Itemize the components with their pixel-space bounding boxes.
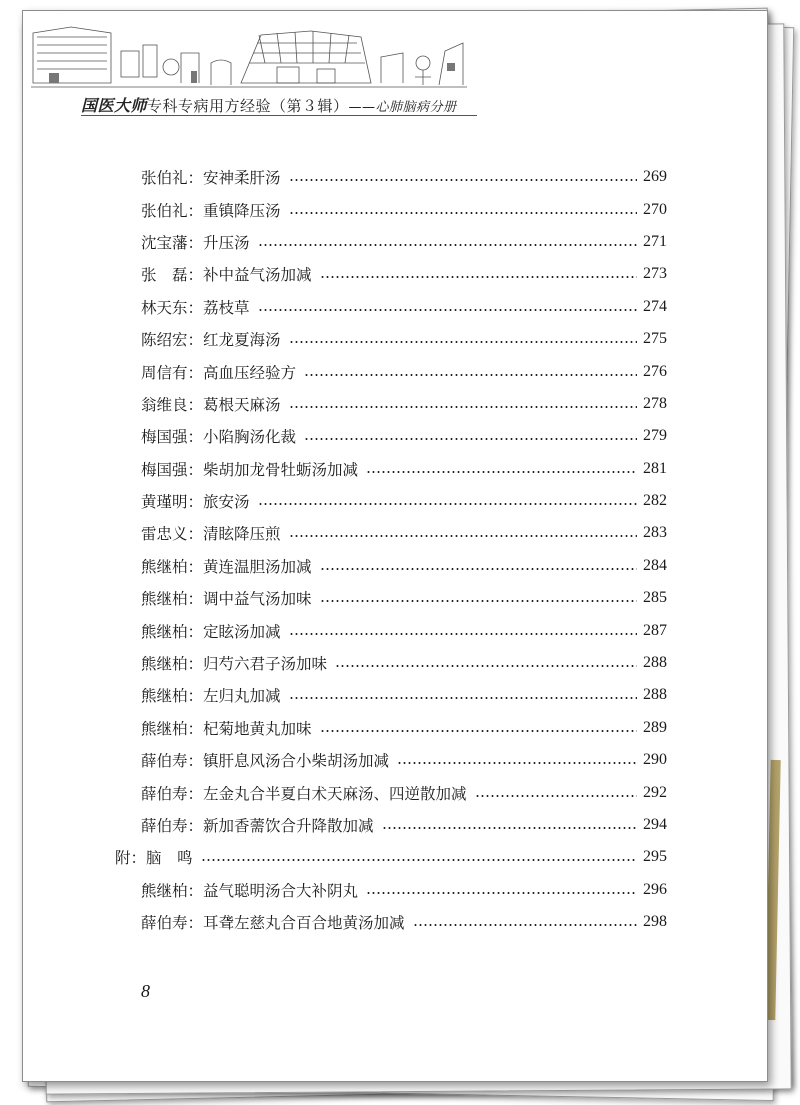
toc-leader-dots — [258, 244, 637, 246]
toc-leader-dots — [289, 179, 637, 181]
toc-page-number: 278 — [643, 394, 667, 412]
toc-separator: ： — [187, 784, 204, 803]
toc-leader-dots — [335, 665, 637, 667]
header-brand: 国医大师 — [81, 96, 148, 115]
toc-author: 熊继柏 — [141, 687, 188, 706]
toc-separator: ： — [187, 655, 204, 674]
toc-author: 薛伯寿 — [141, 914, 188, 933]
toc-entry[interactable] — [141, 582, 667, 614]
toc-separator: ： — [187, 525, 204, 544]
toc-separator: ： — [187, 201, 204, 220]
toc-author: 薛伯寿 — [141, 817, 188, 835]
toc-page-number: 283 — [643, 524, 667, 542]
toc-entry[interactable] — [141, 453, 667, 485]
header-divider — [81, 115, 477, 116]
toc-title: 葛根天麻汤 — [203, 395, 281, 414]
toc-page-number: 285 — [643, 589, 667, 607]
toc-title: 黄连温胆汤加减 — [203, 557, 312, 576]
toc-entry[interactable] — [141, 388, 667, 420]
toc-author: 张 磊 — [141, 266, 188, 285]
toc-title: 补中益气汤加减 — [203, 266, 312, 285]
toc-separator: ： — [187, 914, 204, 933]
toc-page-number: 269 — [643, 168, 667, 186]
toc-separator: ： — [187, 622, 204, 641]
header-subtitle: ——心肺脑病分册 — [348, 100, 457, 115]
toc-title: 益气聪明汤合大补阴丸 — [203, 881, 359, 900]
toc-page-number: 298 — [643, 913, 667, 931]
toc-separator: ： — [187, 687, 204, 706]
toc-author: 陈绍宏 — [141, 331, 188, 350]
toc-leader-dots — [289, 697, 637, 699]
toc-author: 翁维良 — [141, 395, 188, 414]
toc-author: 林天东 — [141, 298, 188, 317]
toc-author: 薛伯寿 — [141, 784, 188, 803]
toc-page-number: 281 — [643, 459, 667, 477]
toc-title: 升压汤 — [203, 233, 250, 252]
toc-author: 周信有 — [141, 363, 188, 382]
running-header — [81, 93, 457, 116]
toc-entry[interactable] — [141, 906, 667, 938]
toc-entry[interactable] — [141, 776, 667, 808]
toc-author: 熊继柏 — [141, 655, 188, 674]
toc-leader-dots — [475, 795, 637, 797]
toc-title: 安神柔肝汤 — [203, 169, 281, 188]
table-of-contents — [115, 161, 667, 938]
toc-entry[interactable] — [141, 193, 667, 225]
toc-entry[interactable] — [141, 161, 667, 193]
toc-entry[interactable] — [141, 291, 667, 323]
toc-page-number: 295 — [643, 848, 667, 866]
toc-leader-dots — [382, 827, 637, 829]
toc-page-number: 271 — [643, 232, 667, 250]
toc-page-number: 292 — [643, 783, 667, 801]
toc-page-number: 270 — [643, 200, 667, 218]
toc-separator: ： — [187, 298, 204, 317]
toc-leader-dots — [366, 471, 637, 473]
toc-separator: ： — [187, 331, 204, 350]
toc-leader-dots — [258, 309, 637, 311]
toc-page-number: 288 — [643, 654, 667, 672]
toc-entry[interactable] — [141, 712, 667, 744]
toc-page-number: 274 — [643, 297, 667, 315]
toc-leader-dots — [201, 859, 637, 861]
toc-separator: ： — [187, 719, 204, 738]
toc-entry[interactable] — [141, 355, 667, 387]
toc-title: 柴胡加龙骨牡蛎汤加减 — [203, 460, 359, 479]
toc-entry[interactable] — [141, 485, 667, 517]
toc-author: 雷忠义 — [141, 525, 188, 544]
toc-author: 熊继柏 — [141, 881, 188, 900]
toc-author: 张伯礼 — [141, 169, 188, 188]
toc-separator: ： — [187, 169, 204, 188]
toc-author: 熊继柏 — [141, 622, 188, 641]
toc-leader-dots — [289, 341, 637, 343]
toc-leader-dots — [320, 568, 637, 570]
toc-page-number: 294 — [643, 816, 667, 833]
toc-leader-dots — [289, 212, 637, 214]
toc-title: 新加香薷饮合升降散加减 — [203, 817, 374, 835]
toc-leader-dots — [320, 276, 637, 278]
toc-page-number: 276 — [643, 362, 667, 380]
toc-title: 杞菊地黄丸加味 — [203, 719, 312, 738]
toc-leader-dots — [366, 892, 637, 894]
header-title-text: 专科专病用方经验（第３辑） — [147, 97, 349, 115]
toc-entry[interactable] — [141, 744, 667, 776]
toc-page-number: 288 — [643, 686, 667, 704]
toc-entry[interactable] — [141, 679, 667, 711]
toc-author: 沈宝藩 — [141, 233, 188, 252]
toc-title: 左金丸合半夏白术天麻汤、四逆散加减 — [203, 784, 467, 803]
toc-entry[interactable] — [141, 809, 667, 841]
toc-author: 熊继柏 — [141, 719, 188, 738]
toc-leader-dots — [289, 535, 637, 537]
toc-title: 高血压经验方 — [203, 363, 297, 382]
toc-author: 薛伯寿 — [141, 752, 188, 771]
toc-separator: ： — [187, 881, 204, 900]
toc-title: 重镇降压汤 — [203, 201, 281, 220]
toc-author: 梅国强 — [141, 460, 188, 479]
toc-leader-dots — [397, 762, 637, 764]
toc-author: 熊继柏 — [141, 557, 188, 576]
toc-entry[interactable] — [141, 420, 667, 452]
toc-title: 定眩汤加减 — [203, 622, 281, 641]
toc-separator: ： — [187, 752, 204, 771]
toc-entry[interactable] — [141, 517, 667, 549]
toc-page-number: 290 — [643, 751, 667, 769]
toc-title: 镇肝息风汤合小柴胡汤加减 — [203, 752, 390, 771]
toc-author: 熊继柏 — [141, 590, 188, 609]
toc-leader-dots — [320, 730, 637, 732]
toc-entry[interactable] — [141, 550, 667, 582]
toc-page-number: 273 — [643, 265, 667, 283]
toc-title: 荔枝草 — [203, 298, 250, 317]
toc-leader-dots — [258, 503, 637, 505]
toc-leader-dots — [320, 600, 637, 602]
toc-separator: ： — [187, 460, 204, 479]
toc-separator: ： — [187, 363, 204, 382]
toc-title: 清眩降压煎 — [203, 525, 281, 544]
toc-separator: ： — [187, 557, 204, 576]
toc-separator: ： — [187, 395, 204, 414]
toc-title: 耳聋左慈丸合百合地黄汤加减 — [203, 914, 405, 933]
toc-page-number: 282 — [643, 492, 667, 510]
toc-separator: ： — [187, 590, 204, 609]
toc-entry[interactable] — [141, 323, 667, 355]
toc-title: 旅安汤 — [203, 493, 250, 512]
toc-page-number: 279 — [643, 427, 667, 445]
toc-entry[interactable] — [141, 614, 667, 646]
toc-separator: ： — [187, 233, 204, 252]
toc-page-number: 289 — [643, 718, 667, 736]
toc-separator: ： — [187, 428, 204, 447]
toc-author: 黄瑾明 — [141, 493, 188, 512]
toc-leader-dots — [304, 374, 637, 376]
toc-entry[interactable] — [141, 258, 667, 290]
toc-title: 左归丸加减 — [203, 687, 281, 706]
toc-title: 调中益气汤加味 — [203, 590, 312, 609]
toc-separator: ： — [187, 266, 204, 285]
toc-page-number: 275 — [643, 330, 667, 348]
toc-appendix-title: 附：脑 鸣 — [115, 849, 193, 868]
toc-leader-dots — [413, 924, 637, 926]
toc-page-number: 296 — [643, 880, 667, 898]
header-illustration — [31, 23, 467, 95]
document-page — [22, 10, 768, 1082]
toc-page-number: 287 — [643, 621, 667, 639]
toc-page-number: 284 — [643, 556, 667, 574]
toc-title: 小陷胸汤化裁 — [203, 428, 297, 447]
toc-leader-dots — [289, 633, 637, 635]
toc-entry[interactable] — [141, 226, 667, 258]
toc-title: 红龙夏海汤 — [203, 331, 281, 350]
toc-entry[interactable] — [141, 874, 667, 906]
toc-separator: ： — [187, 493, 204, 512]
toc-author: 张伯礼 — [141, 201, 188, 220]
toc-appendix-entry[interactable] — [115, 841, 667, 873]
toc-title: 归芍六君子汤加味 — [203, 655, 328, 674]
toc-leader-dots — [289, 406, 637, 408]
toc-leader-dots — [304, 438, 637, 440]
page-number: 8 — [141, 981, 150, 1001]
toc-author: 梅国强 — [141, 428, 188, 447]
toc-separator: ： — [187, 817, 204, 835]
toc-entry[interactable] — [141, 647, 667, 679]
